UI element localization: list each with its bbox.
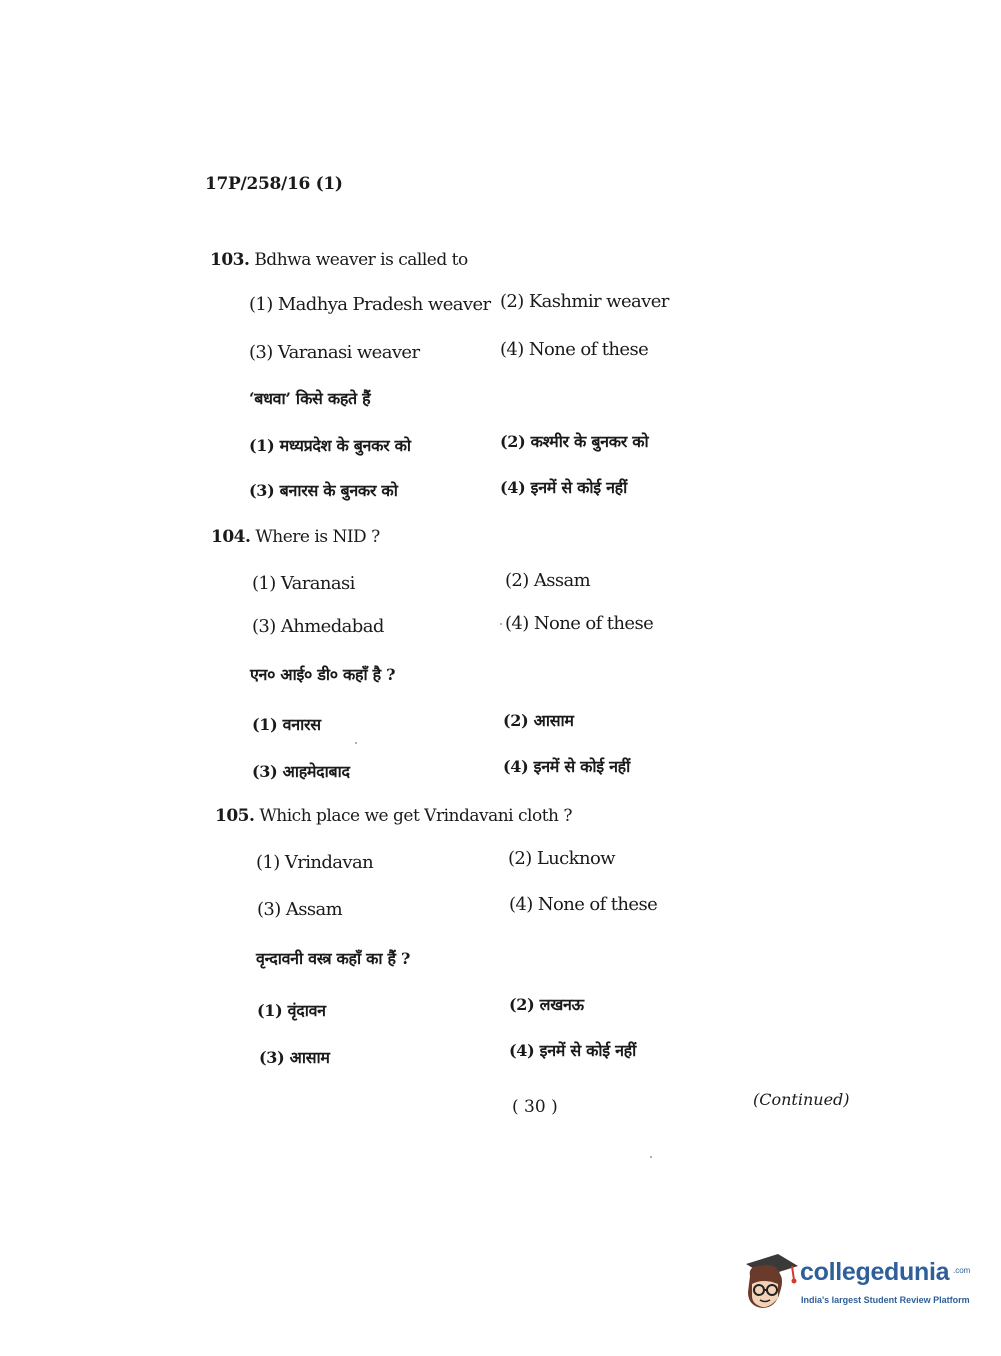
- student-mascot-icon: [740, 1250, 798, 1316]
- option-2: (2) Assam: [505, 570, 591, 591]
- hindi-option-4: (4) इनमें से कोई नहीं: [509, 1041, 636, 1060]
- option-3: (3) Varanasi weaver: [249, 342, 420, 363]
- option-3: (3) Assam: [257, 899, 343, 920]
- hindi-option-4: (4) इनमें से कोई नहीं: [503, 757, 630, 776]
- collegedunia-watermark: [740, 1250, 972, 1322]
- question-104: [211, 527, 380, 547]
- page-number: ( 30 ): [512, 1097, 558, 1117]
- option-1: (1) Vrindavan: [256, 852, 374, 873]
- question-number: 104.: [211, 527, 251, 547]
- hindi-option-2: (2) कश्मीर के बुनकर को: [500, 432, 649, 451]
- hindi-option-3: (3) आहमेदाबाद: [252, 762, 350, 781]
- paper-code: 17P/258/16 (1): [205, 174, 343, 194]
- option-4: (4) None of these: [509, 894, 658, 915]
- option-4: (4) None of these: [505, 613, 654, 634]
- option-2: (2) Kashmir weaver: [500, 291, 669, 312]
- question-text: Where is NID ?: [255, 527, 380, 547]
- question-105: [215, 806, 572, 826]
- brand-tagline: India's largest Student Review Platform: [801, 1295, 970, 1305]
- hindi-option-1: (1) मध्यप्रदेश के बुनकर को: [249, 436, 411, 455]
- scan-speck: [500, 623, 502, 625]
- option-4: (4) None of these: [500, 339, 649, 360]
- question-number: 105.: [215, 806, 255, 826]
- option-1: (1) Varanasi: [252, 573, 355, 594]
- question-number: 103.: [210, 250, 250, 270]
- hindi-option-2: (2) आसाम: [503, 711, 574, 730]
- hindi-option-3: (3) आसाम: [259, 1048, 330, 1067]
- question-text: Which place we get Vrindavani cloth ?: [259, 806, 573, 826]
- hindi-question-text: वृन्दावनी वस्त्र कहाँ का हैं ?: [256, 949, 411, 968]
- option-2: (2) Lucknow: [508, 848, 615, 869]
- brand-domain: .com: [953, 1266, 971, 1275]
- hindi-option-1: (1) वनारस: [252, 715, 321, 734]
- hindi-question-text: ‘बधवा’ किसे कहते हैं: [249, 389, 371, 408]
- brand-name: collegedunia: [800, 1258, 950, 1286]
- hindi-option-4: (4) इनमें से कोई नहीं: [500, 478, 627, 497]
- hindi-option-1: (1) वृंदावन: [257, 1001, 326, 1020]
- scan-speck: [650, 1156, 652, 1158]
- continued-label: (Continued): [753, 1090, 850, 1109]
- option-1: (1) Madhya Pradesh weaver: [249, 294, 491, 315]
- hindi-option-3: (3) बनारस के बुनकर को: [249, 481, 398, 500]
- hindi-option-2: (2) लखनऊ: [509, 995, 584, 1014]
- question-text: Bdhwa weaver is called to: [254, 250, 468, 270]
- question-103: [210, 250, 468, 270]
- hindi-question-text: एन० आई० डी० कहाँ है ?: [250, 665, 396, 684]
- option-3: (3) Ahmedabad: [252, 616, 384, 637]
- scan-speck: [355, 742, 357, 744]
